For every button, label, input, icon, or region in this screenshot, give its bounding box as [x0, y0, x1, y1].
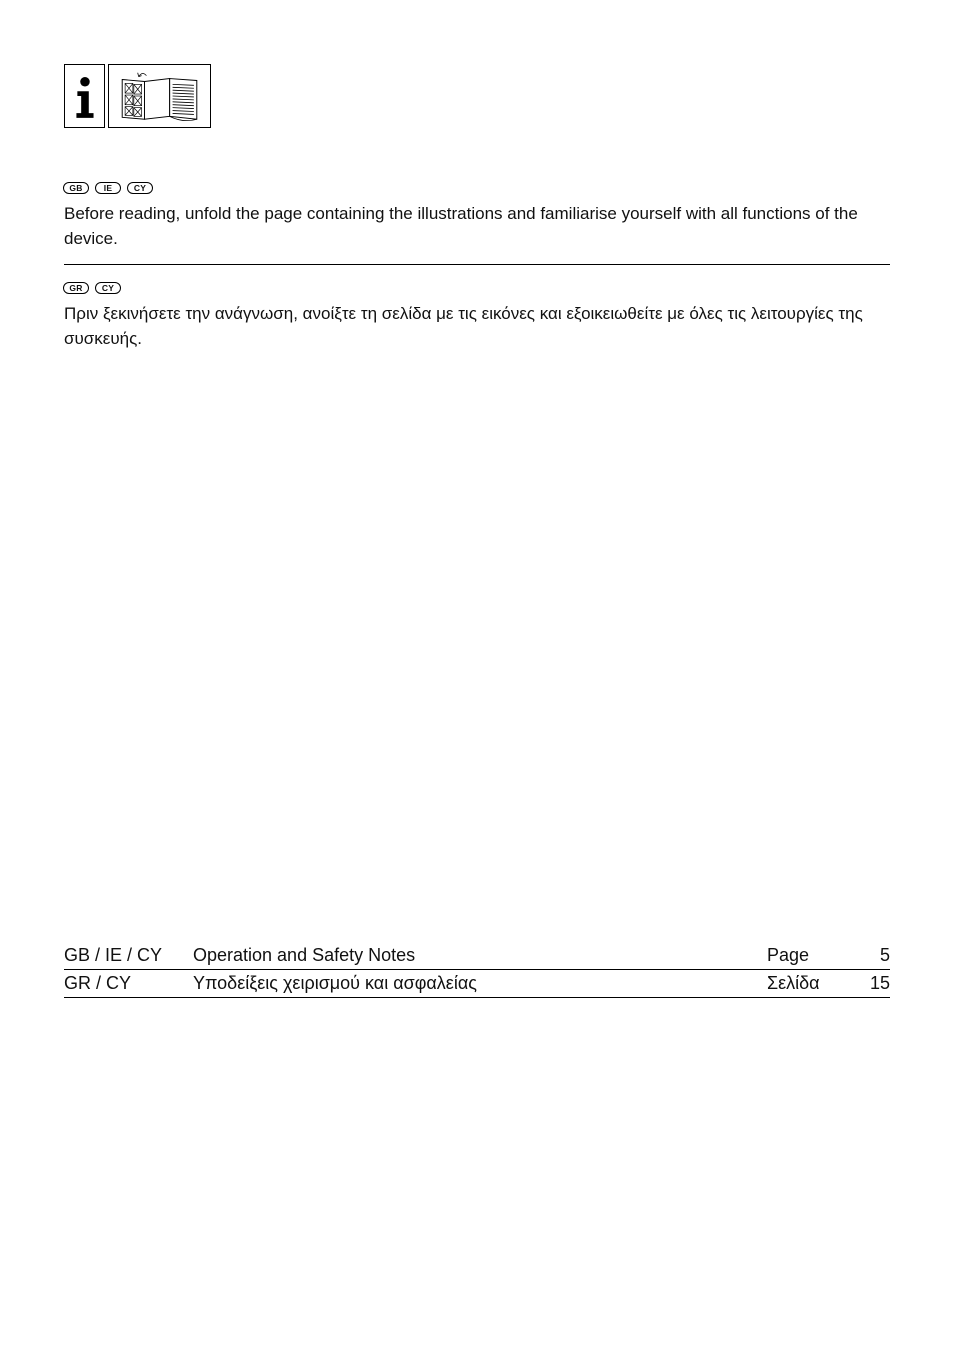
toc-title: Υποδείξεις χειρισμού και ασφαλείας [193, 973, 477, 993]
badge-ie: IE [95, 182, 121, 194]
toc-page-number: 5 [879, 945, 890, 965]
language-badges-en [63, 182, 153, 194]
toc-language: GR / CY [64, 973, 132, 993]
toc-row [64, 970, 890, 998]
info-icon [64, 64, 105, 128]
toc-language: GB / IE / CY [64, 945, 163, 965]
toc-page-number: 15 [869, 973, 890, 993]
table-of-contents [64, 942, 890, 998]
toc-row [64, 942, 890, 970]
badge-cy: CY [127, 182, 153, 194]
toc-page-word: Page [767, 945, 810, 965]
language-badges-gr [63, 282, 121, 294]
badge-gr: GR [63, 282, 89, 294]
info-icon-graphic [65, 65, 104, 127]
unfold-page-icon [108, 64, 211, 128]
toc-page-word: Σελίδα [767, 973, 820, 993]
badge-cy: CY [95, 282, 121, 294]
badge-gb: GB [63, 182, 89, 194]
unfold-instruction-gr: Πριν ξεκινήσετε την ανάγνωση, ανοίξτε τη σελίδα με τις εικόνες και εξοικειωθείτε με όλες τις λειτουργίες της συσκευής. [64, 304, 863, 348]
unfold-instruction-en: Before reading, unfold the page containing the illustrations and familiarise yourself with all functions of the device. [64, 204, 858, 248]
unfold-page-graphic [109, 65, 210, 127]
section-divider [64, 264, 890, 265]
toc-title: Operation and Safety Notes [193, 945, 416, 965]
